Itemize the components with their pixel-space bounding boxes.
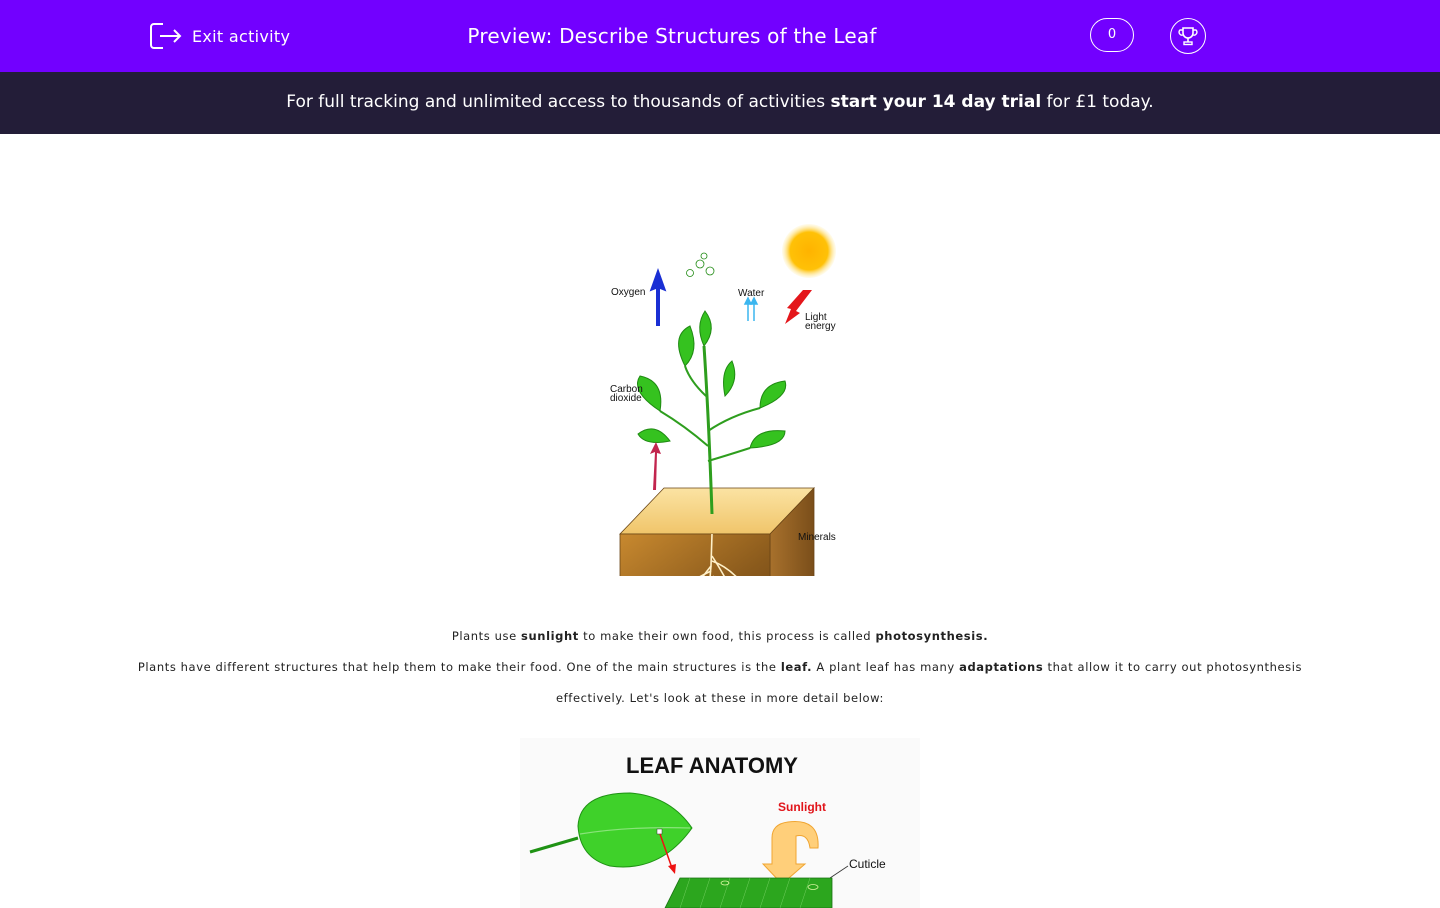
water-vapour-arrows: [745, 298, 757, 321]
plant-flowers: [687, 253, 715, 277]
label-light-1: Light: [805, 312, 827, 323]
label-carbon: Carbon: [610, 384, 643, 395]
trophy-icon: [1177, 25, 1199, 47]
soil-front: [620, 534, 770, 576]
label-cuticle: Cuticle: [849, 857, 886, 871]
para2-bold-leaf: leaf.: [780, 660, 813, 674]
paragraph-3: [0, 691, 1440, 705]
leaf-anatomy-diagram: [520, 738, 920, 908]
exit-activity-label: Exit activity: [192, 26, 291, 46]
start-trial-link[interactable]: start your 14 day trial: [830, 92, 1042, 112]
top-bar: [0, 0, 1440, 72]
para2-text-a: Plants have different structures that help them to make their food. One of the main structures is the: [137, 660, 781, 674]
label-light-2: energy: [805, 321, 836, 332]
label-minerals: Minerals: [798, 532, 836, 543]
para1-bold-sunlight: sunlight: [521, 629, 579, 643]
para1-text-c: to make their own food, this process is called: [578, 629, 876, 643]
label-sunlight: Sunlight: [778, 800, 826, 814]
label-dioxide: dioxide: [610, 393, 642, 404]
para2-text-e: that allow it to carry out photosynthesis: [1043, 660, 1303, 674]
sun-icon: [782, 224, 836, 278]
trophy-button[interactable]: [1170, 18, 1206, 54]
para3-text: effectively. Let's look at these in more detail below:: [555, 691, 885, 705]
para2-text-c: A plant leaf has many: [812, 660, 960, 674]
promo-text-end: for £1 today.: [1041, 92, 1154, 112]
photosynthesis-diagram: [600, 216, 850, 576]
paragraph-1: [0, 629, 1440, 643]
score-badge: 0: [1090, 18, 1134, 52]
para2-bold-adaptations: adaptations: [959, 660, 1044, 674]
oxygen-arrow: [653, 274, 663, 326]
leaf-anatomy-title: LEAF ANATOMY: [626, 753, 798, 778]
trial-promo-banner: [0, 72, 1440, 134]
promo-text-start: For full tracking and unlimited access to thousands of activities: [286, 92, 831, 112]
label-oxygen: Oxygen: [611, 287, 646, 298]
para1-bold-photosynthesis: photosynthesis.: [875, 629, 989, 643]
paragraph-2: [0, 660, 1440, 674]
para1-text-a: Plants use: [451, 629, 522, 643]
label-water: Water: [738, 288, 765, 299]
carbon-dioxide-arrow: [650, 442, 661, 490]
page-title: Preview: Describe Structures of the Leaf: [467, 24, 877, 48]
